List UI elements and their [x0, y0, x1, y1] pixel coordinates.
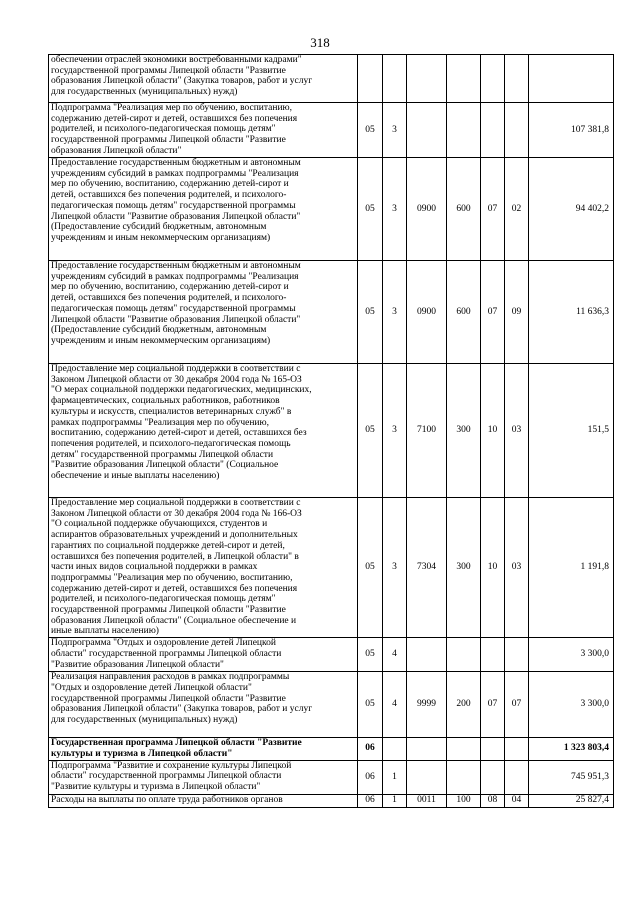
- subsection-number: 03: [505, 364, 529, 498]
- expense-type-code: 300: [447, 364, 481, 498]
- section-number: 08: [481, 794, 505, 807]
- expense-type-code: 600: [447, 158, 481, 261]
- subsection-code: 4: [383, 638, 407, 672]
- row-description: Предоставление государственным бюджетным и автономным учреждениям субсидий в рамках подпрограммы "Реализация мер по обучению, воспитанию, содержанию детей-сирот и детей, оставшихся без попечения родителей, и психолого- педагогическая помощь детям" государственной программы Липецкой области "Развитие образования Липецкой области" (Предоставление субсидий бюджетным, автономным учреждениям и иным некоммерческим организациям): [49, 158, 358, 261]
- section-number: [481, 738, 505, 760]
- section-number: [481, 638, 505, 672]
- target-item-code: [407, 760, 447, 794]
- subsection-number: 03: [505, 498, 529, 638]
- amount-cell: 3 300,0: [529, 638, 614, 672]
- subsection-number: 02: [505, 158, 529, 261]
- target-item-code: 0900: [407, 158, 447, 261]
- row-description: Предоставление государственным бюджетным и автономным учреждениям субсидий в рамках подпрограммы "Реализация мер по обучению, воспитанию, содержанию детей-сирот и детей, оставшихся без попечения родителей, и психолого- педагогическая помощь детям" государственной программы Липецкой области "Развитие образования Липецкой области" (Предоставление субсидий бюджетным, автономным учреждениям и иным некоммерческим организациям): [49, 261, 358, 364]
- table-row: [49, 498, 614, 638]
- target-item-code: [407, 103, 447, 158]
- section-number: [481, 55, 505, 103]
- section-code: 05: [358, 261, 383, 364]
- section-code: 06: [358, 794, 383, 807]
- subsection-number: [505, 55, 529, 103]
- section-code: 06: [358, 760, 383, 794]
- target-item-code: 0900: [407, 261, 447, 364]
- subsection-number: [505, 760, 529, 794]
- section-number: 07: [481, 672, 505, 738]
- table-row: [49, 738, 614, 760]
- section-number: [481, 760, 505, 794]
- row-description: обеспечении отраслей экономики востребованными кадрами" государственной программы Липецкой области "Развитие образования Липецкой области" (Закупка товаров, работ и услуг для государственных (муниципальных) нужд): [49, 55, 358, 103]
- budget-table: [48, 54, 614, 808]
- expense-type-code: 300: [447, 498, 481, 638]
- subsection-number: 07: [505, 672, 529, 738]
- expense-type-code: [447, 760, 481, 794]
- amount-cell: 94 402,2: [529, 158, 614, 261]
- target-item-code: 7100: [407, 364, 447, 498]
- amount-cell: 1 191,8: [529, 498, 614, 638]
- subsection-code: 3: [383, 103, 407, 158]
- expense-type-code: 100: [447, 794, 481, 807]
- table-row: [49, 55, 614, 103]
- amount-cell: 25 827,4: [529, 794, 614, 807]
- section-number: 07: [481, 261, 505, 364]
- subsection-code: [383, 55, 407, 103]
- expense-type-code: [447, 638, 481, 672]
- section-code: 05: [358, 672, 383, 738]
- section-code: 05: [358, 103, 383, 158]
- subsection-number: 09: [505, 261, 529, 364]
- row-description: Государственная программа Липецкой области "Развитие культуры и туризма в Липецкой области": [49, 738, 358, 760]
- section-number: 10: [481, 498, 505, 638]
- expense-type-code: 200: [447, 672, 481, 738]
- section-number: 10: [481, 364, 505, 498]
- table-row: [49, 672, 614, 738]
- target-item-code: 7304: [407, 498, 447, 638]
- subsection-code: 3: [383, 498, 407, 638]
- section-code: 05: [358, 158, 383, 261]
- subsection-number: [505, 103, 529, 158]
- page-number: 318: [310, 35, 330, 50]
- row-description: Предоставление мер социальной поддержки в соответствии с Законом Липецкой области от 30 декабря 2004 года № 166-ОЗ "О социальной поддержке обучающихся, студентов и аспирантов образовательных учреждений и дополнительных гарантиях по социальной поддержке детей-сирот и детей, оставшихся без попечения родителей, в Липецкой области" в части иных видов социальной поддержки в рамках подпрограммы "Реализация мер по обучению, воспитанию, содержанию детей-сирот и детей, оставшихся без попечения родителей, и психолого-педагогическая помощь детям" государственной программы Липецкой области "Развитие образования Липецкой области" (Социальное обеспечение и иные выплаты населению): [49, 498, 358, 638]
- amount-cell: 11 636,3: [529, 261, 614, 364]
- amount-cell: 1 323 803,4: [529, 738, 614, 760]
- amount-cell: 107 381,8: [529, 103, 614, 158]
- expense-type-code: [447, 55, 481, 103]
- section-number: [481, 103, 505, 158]
- subsection-number: 04: [505, 794, 529, 807]
- table-row: [49, 103, 614, 158]
- target-item-code: 0011: [407, 794, 447, 807]
- table-row: [49, 794, 614, 807]
- amount-cell: [529, 55, 614, 103]
- target-item-code: [407, 638, 447, 672]
- row-description: Подпрограмма "Развитие и сохранение культуры Липецкой области" государственной программы Липецкой области "Развитие культуры и туризма в Липецкой области": [49, 760, 358, 794]
- subsection-number: [505, 738, 529, 760]
- amount-cell: 151,5: [529, 364, 614, 498]
- target-item-code: [407, 738, 447, 760]
- expense-type-code: [447, 103, 481, 158]
- section-code: 05: [358, 638, 383, 672]
- table-row: [49, 364, 614, 498]
- section-code: 06: [358, 738, 383, 760]
- row-description: Предоставление мер социальной поддержки в соответствии с Законом Липецкой области от 30 декабря 2004 года № 165-ОЗ "О мерах социальной поддержки педагогических, медицинских, фармацевтических, социальных работников, работников культуры и искусств, специалистов ветеринарных служб" в рамках подпрограммы "Реализация мер по обучению, воспитанию, содержанию детей-сирот и детей, оставшихся без попечения родителей, и психолого-педагогическая помощь детям" государственной программы Липецкой области "Развитие образования Липецкой области" (Социальное обеспечение и иные выплаты населению): [49, 364, 358, 498]
- section-code: [358, 55, 383, 103]
- table-row: [49, 638, 614, 672]
- amount-cell: 3 300,0: [529, 672, 614, 738]
- table-row: [49, 760, 614, 794]
- subsection-code: 3: [383, 364, 407, 498]
- row-description: Подпрограмма "Отдых и оздоровление детей Липецкой области" государственной программы Липецкой области "Развитие образования Липецкой области": [49, 638, 358, 672]
- subsection-number: [505, 638, 529, 672]
- section-code: 05: [358, 498, 383, 638]
- target-item-code: [407, 55, 447, 103]
- table-row: [49, 158, 614, 261]
- amount-cell: 745 951,3: [529, 760, 614, 794]
- subsection-code: 4: [383, 672, 407, 738]
- subsection-code: 3: [383, 158, 407, 261]
- section-code: 05: [358, 364, 383, 498]
- subsection-code: 3: [383, 261, 407, 364]
- subsection-code: [383, 738, 407, 760]
- section-number: 07: [481, 158, 505, 261]
- subsection-code: 1: [383, 794, 407, 807]
- expense-type-code: [447, 738, 481, 760]
- table-row: [49, 261, 614, 364]
- row-description: Подпрограмма "Реализация мер по обучению, воспитанию, содержанию детей-сирот и детей, оставшихся без попечения родителей, и психолого-педагогическая помощь детям" государственной программы Липецкой области "Развитие образования Липецкой области": [49, 103, 358, 158]
- expense-type-code: 600: [447, 261, 481, 364]
- row-description: Расходы на выплаты по оплате труда работников органов: [49, 794, 358, 807]
- target-item-code: 9999: [407, 672, 447, 738]
- subsection-code: 1: [383, 760, 407, 794]
- row-description: Реализация направления расходов в рамках подпрограммы "Отдых и оздоровление детей Липецкой области" государственной программы Липецкой области "Развитие образования Липецкой области" (Закупка товаров, работ и услуг для государственных (муниципальных) нужд): [49, 672, 358, 738]
